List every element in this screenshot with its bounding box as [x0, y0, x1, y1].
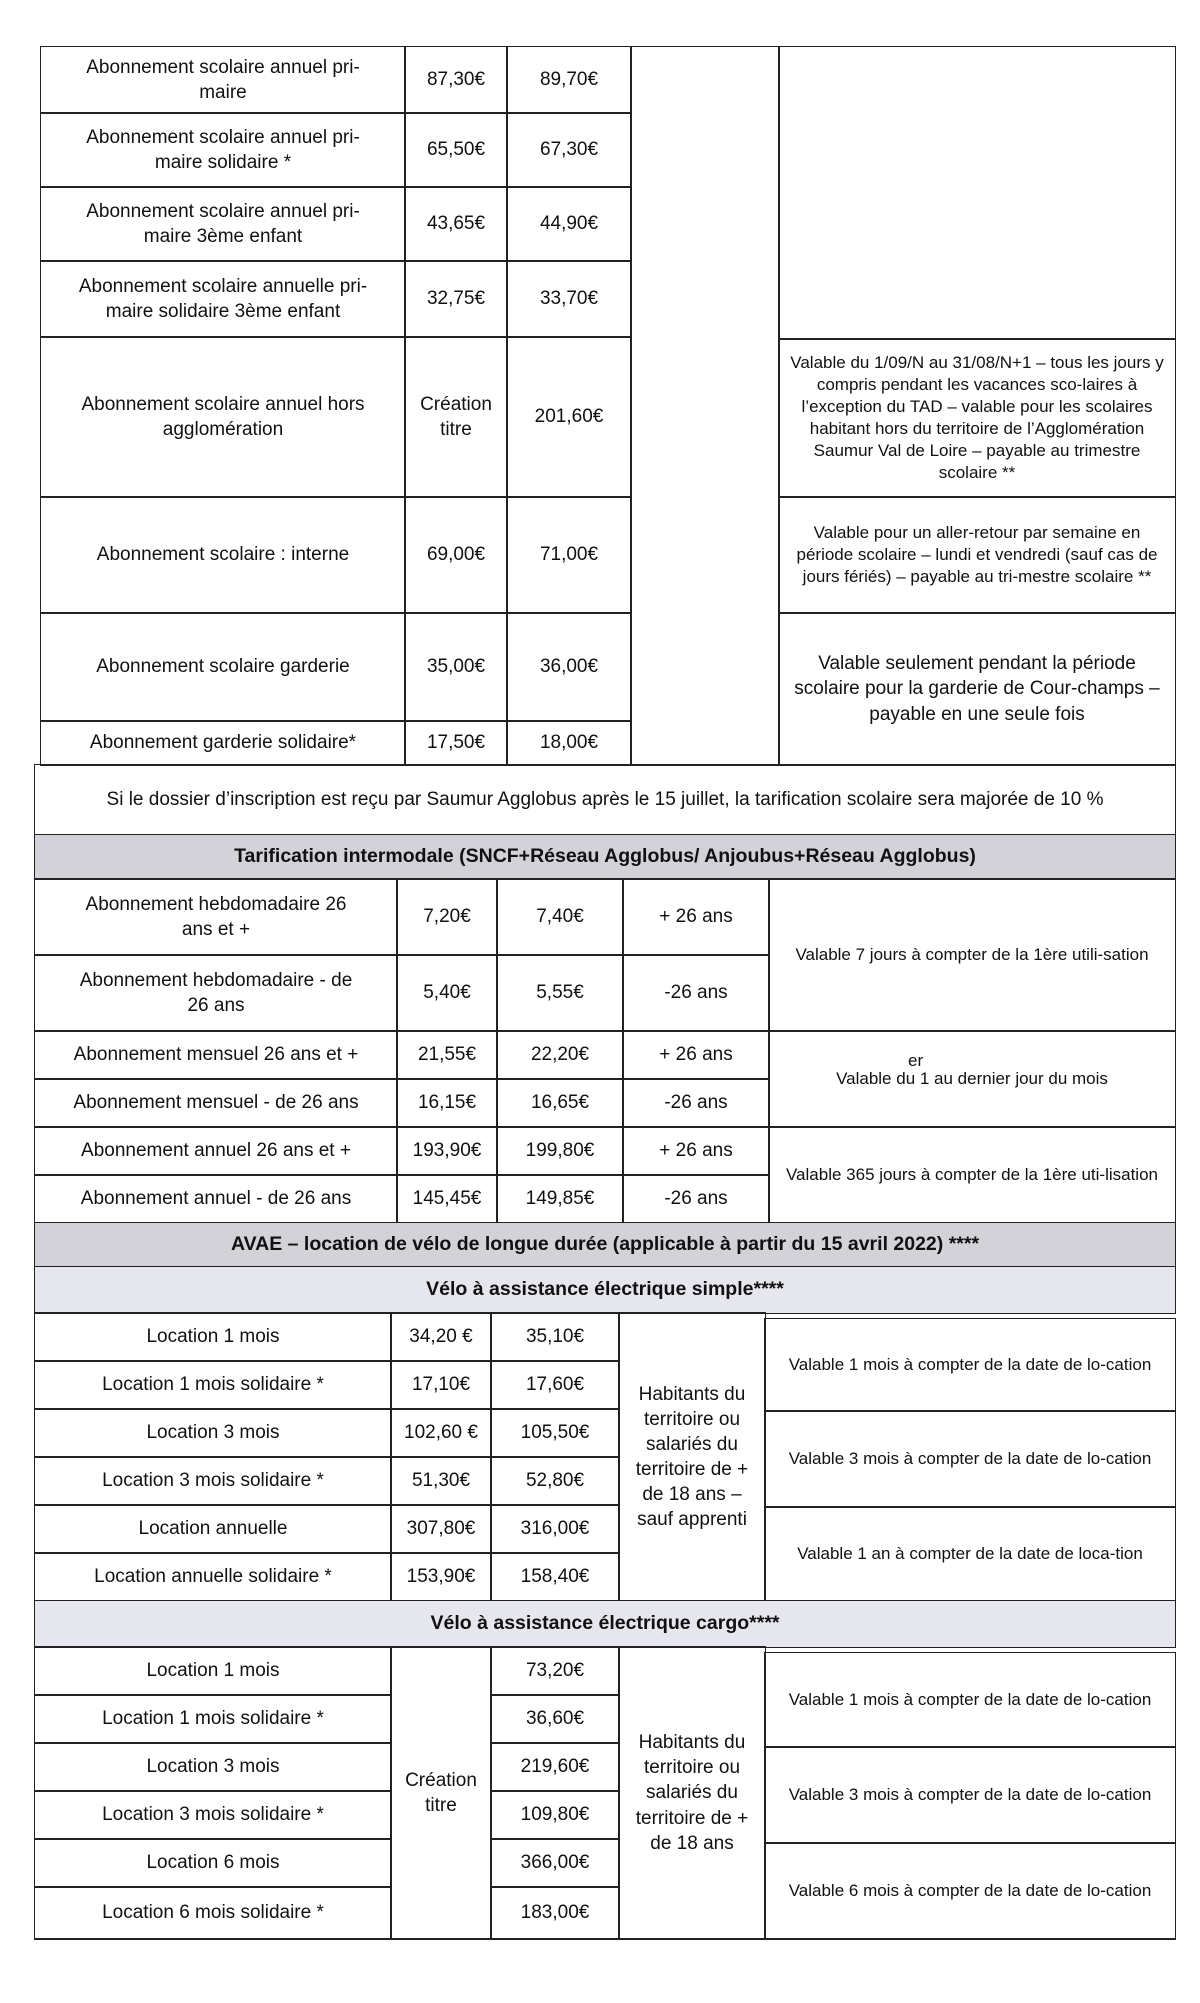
intermodal-row-label: Abonnement mensuel - de 26 ans [34, 1078, 398, 1128]
intermodal-row-label: Abonnement hebdomadaire 26 ans et + [34, 878, 398, 956]
intermodal-row-price-current: 5,40€ [396, 954, 498, 1032]
school-row-price-current: 69,00€ [404, 496, 508, 614]
school-row-price-current: 35,00€ [404, 612, 508, 722]
intermodal-row-price-new: 149,85€ [496, 1174, 624, 1224]
school-row-price-current: 43,65€ [404, 186, 508, 262]
intermodal-row-age: + 26 ans [622, 1030, 770, 1080]
intermodal-superscript-er: er [908, 1051, 924, 1070]
avae-simple-row-label: Location annuelle [34, 1504, 392, 1554]
avae-cargo-row-price: 366,00€ [490, 1838, 620, 1888]
intermodal-row-price-new: 7,40€ [496, 878, 624, 956]
avae-cargo-row-label: Location 6 mois [34, 1838, 392, 1888]
avae-simple-eligibility: Habitants du territoire ou salariés du territoire de + de 18 ans – sauf apprenti [618, 1312, 766, 1602]
intermodal-note-annuel: Valable 365 jours à compter de la 1ère uti-lisation [768, 1126, 1176, 1224]
intermodal-row-label: Abonnement mensuel 26 ans et + [34, 1030, 398, 1080]
intermodal-row-age: -26 ans [622, 954, 770, 1032]
avae-cargo-note-6-mois: Valable 6 mois à compter de la date de lo-cation [764, 1842, 1176, 1940]
school-empty-column [630, 46, 780, 766]
school-row-label: Abonnement scolaire annuel pri- maire [40, 46, 406, 114]
avae-simple-row-label: Location 3 mois solidaire * [34, 1456, 392, 1506]
intermodal-row-price-current: 7,20€ [396, 878, 498, 956]
intermodal-row-label: Abonnement annuel - de 26 ans [34, 1174, 398, 1224]
intermodal-row-price-current: 145,45€ [396, 1174, 498, 1224]
school-note-hors-agglo: Valable du 1/09/N au 31/08/N+1 – tous les jours y compris pendant les vacances sco-laires à l’exception du TAD – valable pour les scolaires habitant hors du territoire de l’Agglomération Saumur Val de Loire – payable au trimestre scolaire ** [778, 338, 1176, 498]
avae-simple-note-1-mois: Valable 1 mois à compter de la date de lo-cation [764, 1318, 1176, 1412]
avae-cargo-row-label: Location 1 mois [34, 1646, 392, 1696]
school-row-label: Abonnement scolaire annuel pri- maire 3ème enfant [40, 186, 406, 262]
avae-simple-row-price-new: 17,60€ [490, 1360, 620, 1410]
school-row-price-current: Création titre [404, 336, 508, 498]
intermodal-row-price-current: 193,90€ [396, 1126, 498, 1176]
school-row-price-new: 201,60€ [506, 336, 632, 498]
avae-cargo-row-label: Location 3 mois [34, 1742, 392, 1792]
school-row-label: Abonnement garderie solidaire* [40, 720, 406, 766]
school-row-price-new: 71,00€ [506, 496, 632, 614]
intermodal-row-age: -26 ans [622, 1078, 770, 1128]
intermodal-row-label: Abonnement annuel 26 ans et + [34, 1126, 398, 1176]
intermodal-row-age: + 26 ans [622, 1126, 770, 1176]
school-row-label: Abonnement scolaire garderie [40, 612, 406, 722]
avae-cargo-row-label: Location 3 mois solidaire * [34, 1790, 392, 1840]
avae-cargo-row-price: 219,60€ [490, 1742, 620, 1792]
intermodal-row-price-current: 16,15€ [396, 1078, 498, 1128]
intermodal-row-price-new: 22,20€ [496, 1030, 624, 1080]
avae-cargo-row-price: 73,20€ [490, 1646, 620, 1696]
school-note-empty [778, 46, 1176, 340]
avae-simple-row-price-current: 17,10€ [390, 1360, 492, 1410]
avae-cargo-row-price: 36,60€ [490, 1694, 620, 1744]
avae-simple-row-label: Location 1 mois [34, 1312, 392, 1362]
avae-simple-row-price-current: 34,20 € [390, 1312, 492, 1362]
intermodal-row-age: + 26 ans [622, 878, 770, 956]
avae-cargo-header: Vélo à assistance électrique cargo**** [34, 1600, 1176, 1648]
intermodal-note-hebdo: Valable 7 jours à compter de la 1ère utili-sation [768, 878, 1176, 1032]
school-row-price-current: 65,50€ [404, 112, 508, 188]
school-row-price-new: 89,70€ [506, 46, 632, 114]
intermodal-row-price-current: 21,55€ [396, 1030, 498, 1080]
avae-cargo-creation-titre: Création titre [390, 1646, 492, 1940]
avae-cargo-row-label: Location 1 mois solidaire * [34, 1694, 392, 1744]
school-row-price-new: 67,30€ [506, 112, 632, 188]
school-row-price-new: 33,70€ [506, 260, 632, 338]
intermodal-row-price-new: 16,65€ [496, 1078, 624, 1128]
school-row-price-new: 36,00€ [506, 612, 632, 722]
school-note-interne: Valable pour un aller-retour par semaine en période scolaire – lundi et vendredi (sauf cas de jours fériés) – payable au tri-mestre scolaire ** [778, 496, 1176, 614]
avae-cargo-row-price: 109,80€ [490, 1790, 620, 1840]
avae-cargo-row-price: 183,00€ [490, 1886, 620, 1940]
intermodal-header: Tarification intermodale (SNCF+Réseau Agglobus/ Anjoubus+Réseau Agglobus) [34, 834, 1176, 880]
avae-simple-note-annuel: Valable 1 an à compter de la date de loca-tion [764, 1506, 1176, 1602]
avae-cargo-eligibility: Habitants du territoire ou salariés du territoire de + de 18 ans [618, 1646, 766, 1940]
intermodal-note-mensuel: Valable du 1 au dernier jour du mois [768, 1030, 1176, 1128]
intermodal-row-age: -26 ans [622, 1174, 770, 1224]
school-row-price-new: 44,90€ [506, 186, 632, 262]
school-row-label: Abonnement scolaire annuelle pri- maire solidaire 3ème enfant [40, 260, 406, 338]
avae-simple-row-price-current: 153,90€ [390, 1552, 492, 1602]
avae-simple-row-price-new: 316,00€ [490, 1504, 620, 1554]
school-row-price-new: 18,00€ [506, 720, 632, 766]
school-row-price-current: 87,30€ [404, 46, 508, 114]
avae-simple-row-price-current: 307,80€ [390, 1504, 492, 1554]
table-bottom-border [34, 1938, 1176, 1939]
school-row-price-current: 32,75€ [404, 260, 508, 338]
intermodal-row-label: Abonnement hebdomadaire - de 26 ans [34, 954, 398, 1032]
avae-cargo-note-1-mois: Valable 1 mois à compter de la date de lo-cation [764, 1652, 1176, 1748]
avae-simple-header: Vélo à assistance électrique simple**** [34, 1266, 1176, 1314]
avae-simple-row-price-current: 51,30€ [390, 1456, 492, 1506]
avae-simple-row-label: Location annuelle solidaire * [34, 1552, 392, 1602]
avae-simple-row-price-new: 158,40€ [490, 1552, 620, 1602]
avae-simple-row-label: Location 1 mois solidaire * [34, 1360, 392, 1410]
school-row-label: Abonnement scolaire annuel pri- maire solidaire * [40, 112, 406, 188]
intermodal-row-price-new: 199,80€ [496, 1126, 624, 1176]
avae-simple-row-price-new: 105,50€ [490, 1408, 620, 1458]
intermodal-row-price-new: 5,55€ [496, 954, 624, 1032]
avae-simple-note-3-mois: Valable 3 mois à compter de la date de lo-cation [764, 1410, 1176, 1508]
avae-simple-row-label: Location 3 mois [34, 1408, 392, 1458]
avae-simple-row-price-current: 102,60 € [390, 1408, 492, 1458]
avae-cargo-note-3-mois: Valable 3 mois à compter de la date de lo-cation [764, 1746, 1176, 1844]
avae-cargo-row-label: Location 6 mois solidaire * [34, 1886, 392, 1940]
school-row-label: Abonnement scolaire annuel hors agglomération [40, 336, 406, 498]
school-row-price-current: 17,50€ [404, 720, 508, 766]
avae-simple-row-price-new: 35,10€ [490, 1312, 620, 1362]
school-note-garderie: Valable seulement pendant la période scolaire pour la garderie de Cour-champs – payable en une seule fois [778, 612, 1176, 766]
avae-simple-row-price-new: 52,80€ [490, 1456, 620, 1506]
school-row-label: Abonnement scolaire : interne [40, 496, 406, 614]
avae-header: AVAE – location de vélo de longue durée (applicable à partir du 15 avril 2022) **** [34, 1222, 1176, 1268]
school-majoration-note: Si le dossier d’inscription est reçu par Saumur Agglobus après le 15 juillet, la tarification scolaire sera majorée de 10 % [34, 764, 1176, 836]
